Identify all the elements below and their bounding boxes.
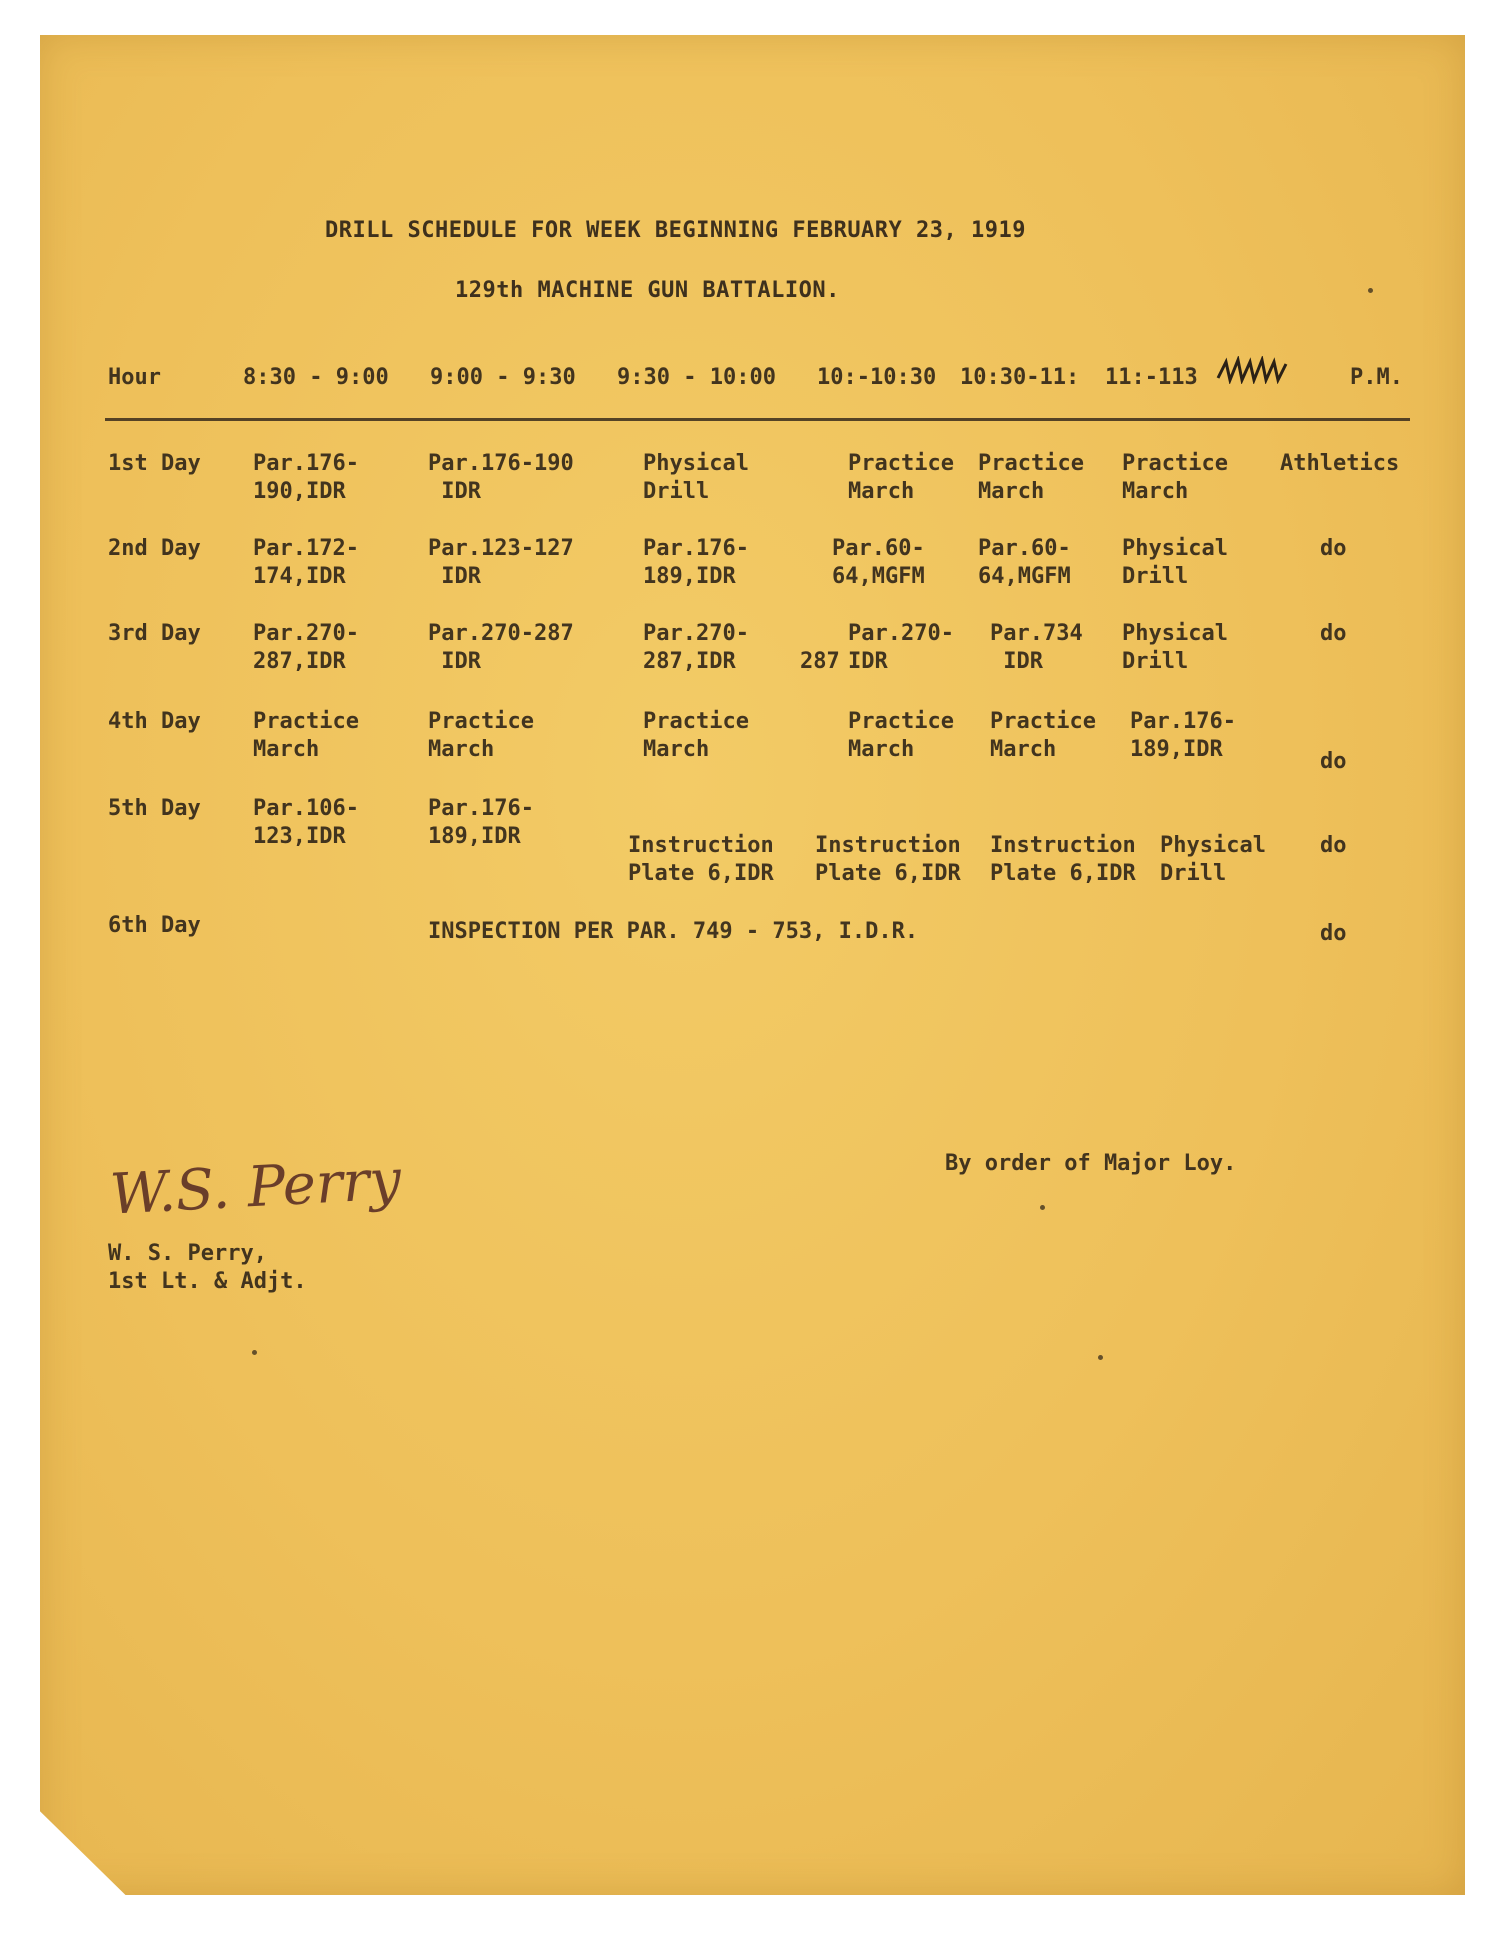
header-pm: P.M. xyxy=(1350,365,1403,390)
pm-activity: do xyxy=(1320,621,1347,646)
day-label: 3rd Day xyxy=(108,621,201,646)
schedule-cell: Practice March xyxy=(253,709,359,762)
schedule-cell: Par.270-287 IDR xyxy=(428,621,574,674)
schedule-cell: Par.60- 64,MGFM xyxy=(832,536,925,589)
schedule-cell: Par.106- 123,IDR xyxy=(253,796,359,849)
handwritten-correction xyxy=(1216,356,1288,384)
schedule-cell: Physical Drill xyxy=(1122,536,1228,589)
pm-activity: do xyxy=(1320,921,1347,946)
header-slot-5: 10:30-11: xyxy=(960,365,1080,390)
schedule-cell: Par.734 IDR xyxy=(990,621,1083,674)
signer-title: 1st Lt. & Adjt. xyxy=(108,1269,307,1294)
signature: W.S. Perry xyxy=(108,1147,403,1228)
header-slot-2: 9:00 - 9:30 xyxy=(430,365,576,390)
schedule-cell: Instruction Plate 6,IDR xyxy=(815,833,961,886)
document-subtitle: 129th MACHINE GUN BATTALION. xyxy=(455,278,840,303)
schedule-cell: Physical Drill xyxy=(1122,621,1228,674)
schedule-cell: Par.60- 64,MGFM xyxy=(978,536,1071,589)
day-label: 1st Day xyxy=(108,451,201,476)
schedule-cell: Practice March xyxy=(428,709,534,762)
schedule-cell: Practice March xyxy=(643,709,749,762)
header-slot-1: 8:30 - 9:00 xyxy=(243,365,389,390)
pm-activity: do xyxy=(1320,749,1347,774)
header-slot-6: 11:-113 xyxy=(1105,365,1198,390)
schedule-cell: Physical Drill xyxy=(643,451,749,504)
schedule-cell: Instruction Plate 6,IDR xyxy=(990,833,1136,886)
paper-sheet xyxy=(40,35,1465,1895)
schedule-cell: Par.176- 190,IDR xyxy=(253,451,359,504)
schedule-cell: Practice March xyxy=(990,709,1096,762)
order-line: By order of Major Loy. xyxy=(945,1151,1237,1176)
day-label: 6th Day xyxy=(108,913,201,938)
schedule-cell: Practice March xyxy=(848,451,954,504)
schedule-cell: Par.123-127 IDR xyxy=(428,536,574,589)
ink-speck xyxy=(1040,1205,1045,1210)
pm-activity: do xyxy=(1320,833,1347,858)
inspection-note: INSPECTION PER PAR. 749 - 753, I.D.R. xyxy=(428,919,919,944)
header-slot-3: 9:30 - 10:00 xyxy=(617,365,776,390)
schedule-cell: Practice March xyxy=(1122,451,1228,504)
schedule-cell: Par.176- 189,IDR xyxy=(643,536,749,589)
third-day-extra: 287 xyxy=(800,649,840,674)
header-hour: Hour xyxy=(108,365,161,390)
pm-activity: do xyxy=(1320,536,1347,561)
schedule-cell: Par.172- 174,IDR xyxy=(253,536,359,589)
schedule-cell: Instruction Plate 6,IDR xyxy=(628,833,774,886)
ink-speck xyxy=(1368,288,1373,293)
schedule-cell: Par.176- 189,IDR xyxy=(1130,709,1236,762)
schedule-cell: Par.270- IDR xyxy=(848,621,954,674)
ink-speck xyxy=(1098,1355,1103,1360)
schedule-cell: Par.176-190 IDR xyxy=(428,451,574,504)
document-title: DRILL SCHEDULE FOR WEEK BEGINNING FEBRUARY 23, 1919 xyxy=(325,218,1027,243)
header-slot-4: 10:-10:30 xyxy=(817,365,937,390)
day-label: 2nd Day xyxy=(108,536,201,561)
schedule-cell: Par.270- 287,IDR xyxy=(643,621,749,674)
pm-activity: Athletics xyxy=(1280,451,1400,476)
schedule-cell: Par.176- 189,IDR xyxy=(428,796,534,849)
schedule-cell: Physical Drill xyxy=(1160,833,1266,886)
schedule-cell: Par.270- 287,IDR xyxy=(253,621,359,674)
ink-speck xyxy=(252,1350,257,1355)
day-label: 5th Day xyxy=(108,796,201,821)
schedule-cell: Practice March xyxy=(848,709,954,762)
schedule-cell: Practice March xyxy=(978,451,1084,504)
header-rule xyxy=(105,418,1410,421)
day-label: 4th Day xyxy=(108,709,201,734)
signer-name: W. S. Perry, xyxy=(108,1241,267,1266)
